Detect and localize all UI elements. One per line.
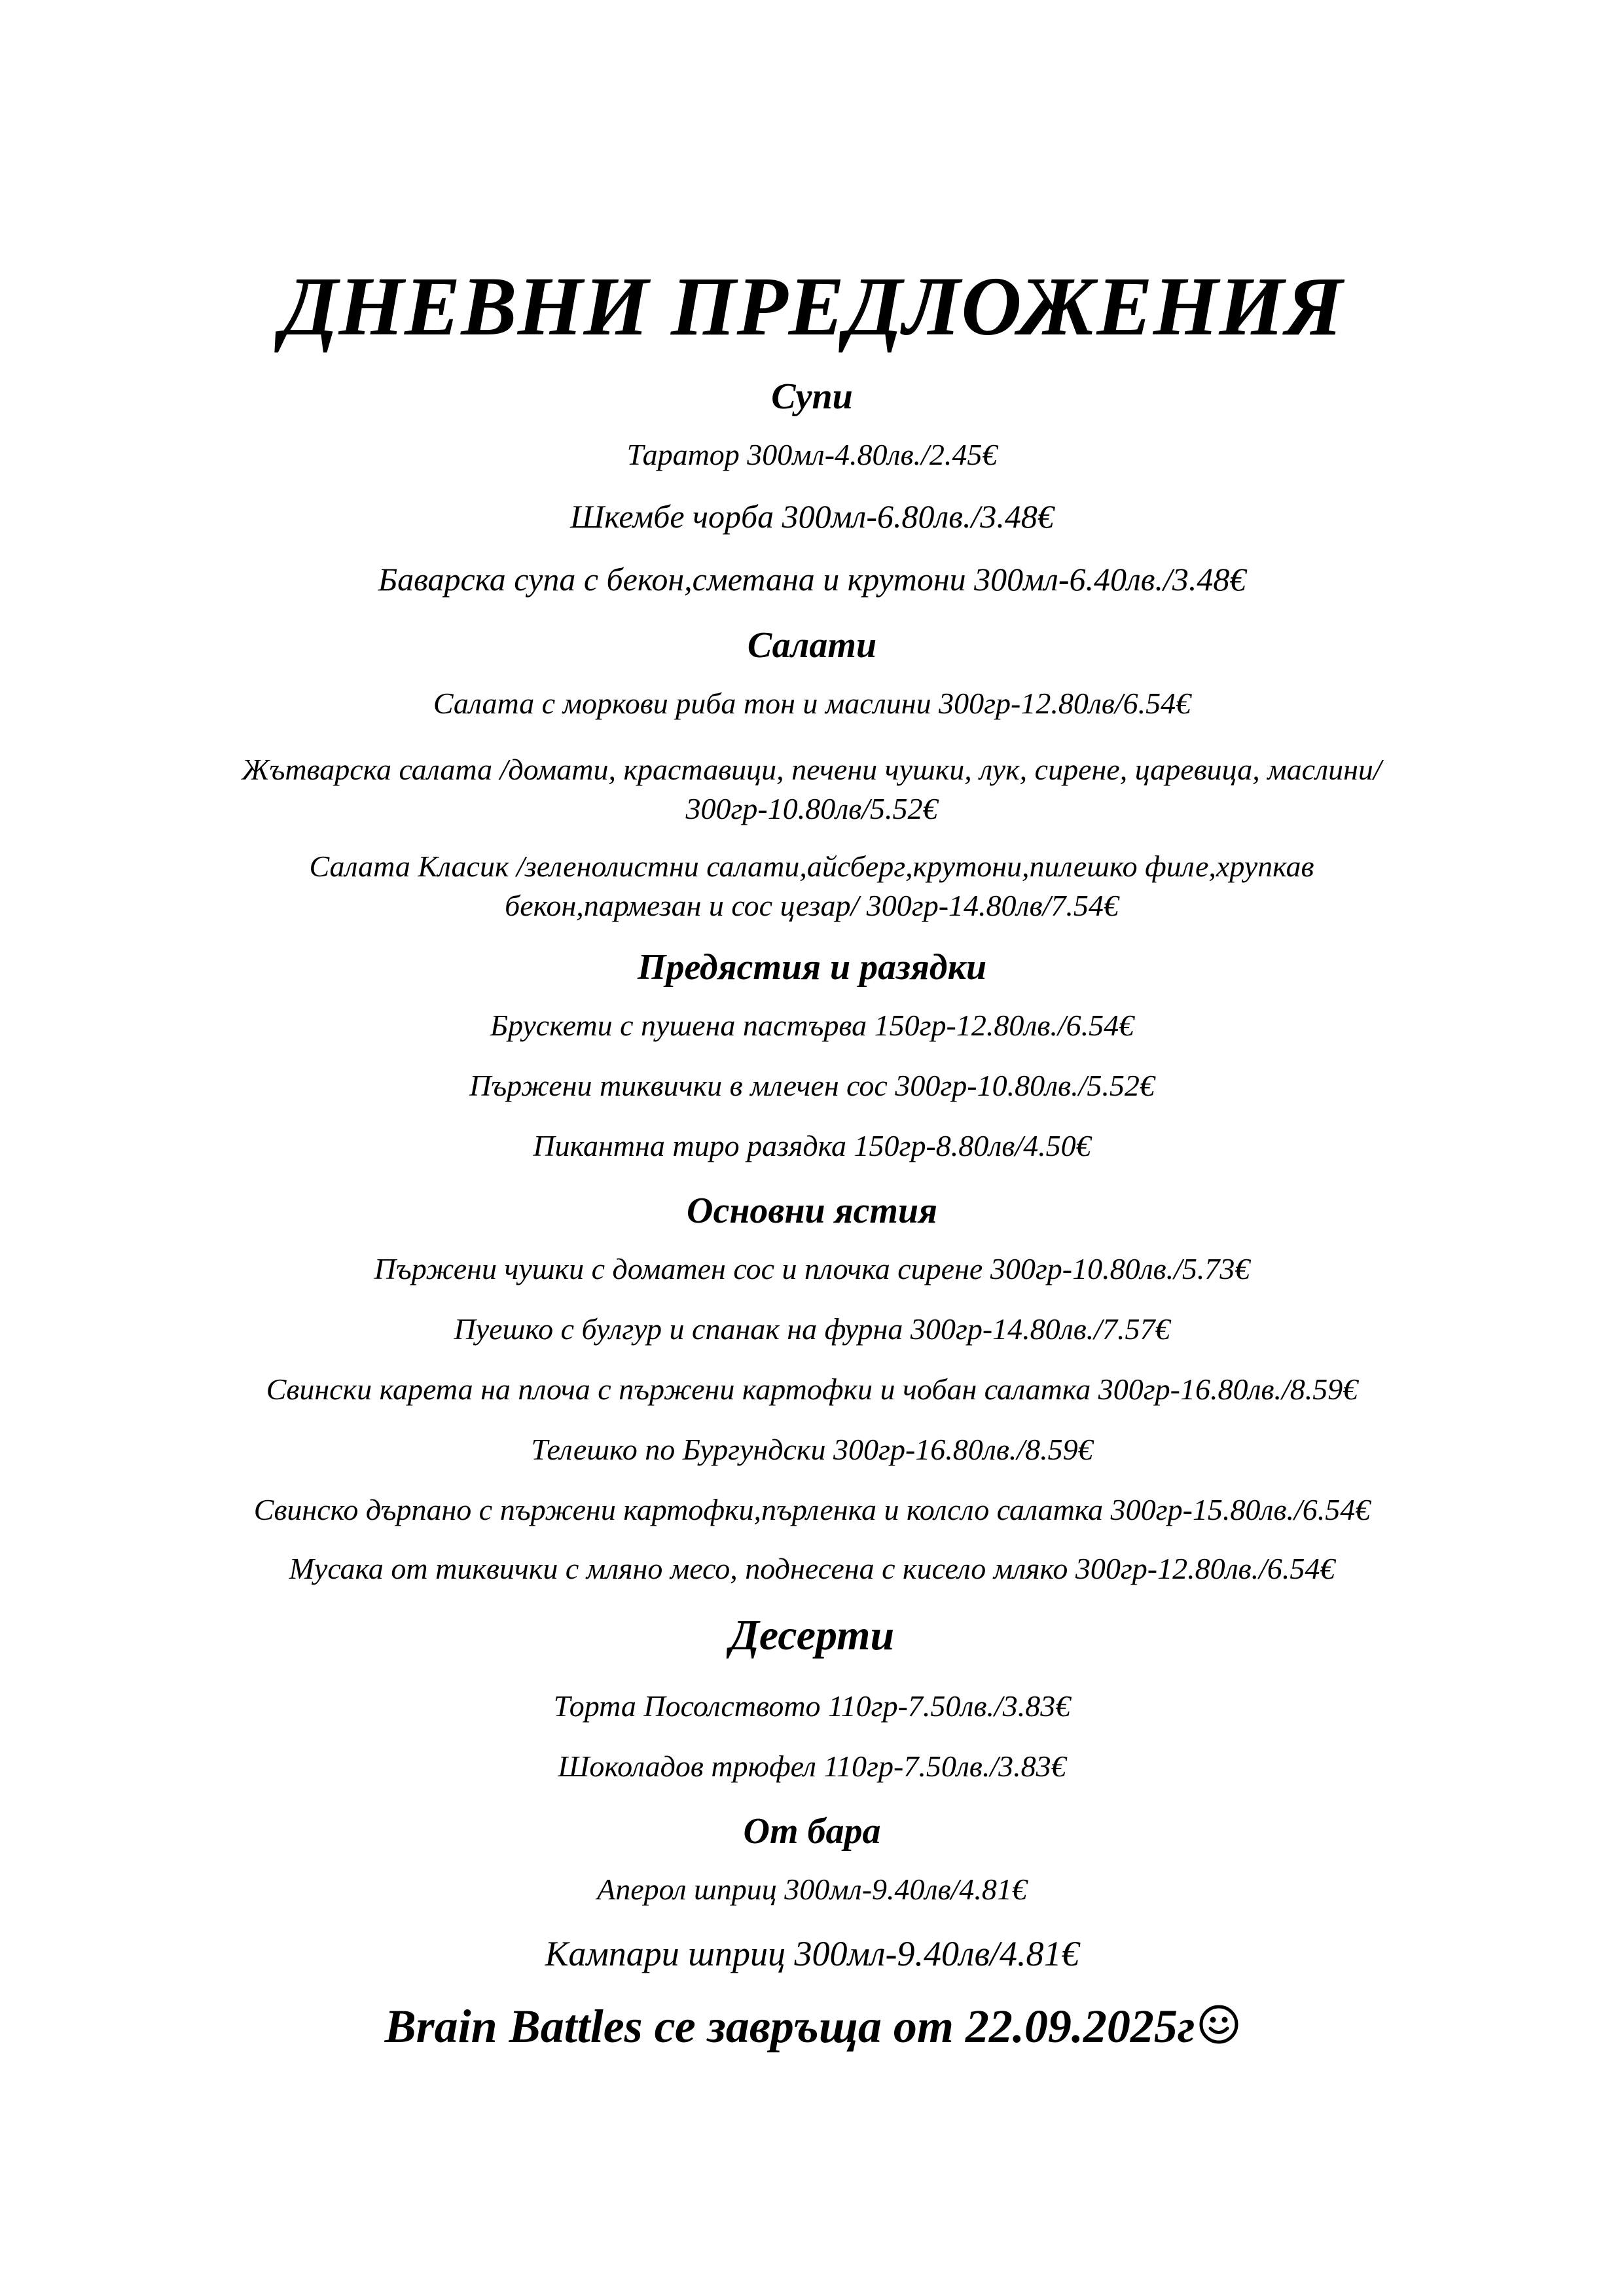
menu-item: Свинско дърпано с пържени картофки,пърленка и колсло салатка 300гр-15.80лв./6.54€ [253,1493,1371,1526]
menu-item: Салата Класик /зеленолистни салати,айсберг,крутони,пилешко филе,хрупкав бекон,пармезан и сос цезар/ 300гр-14.80лв/7.54€ [309,850,1314,922]
menu-item: Брускети с пушена пастърва 150гр-12.80лв./6.54€ [490,1009,1134,1042]
menu-item: Таратор 300мл-4.80лв./2.45€ [626,438,998,471]
menu-item: Шоколадов трюфел 110гр-7.50лв./3.83€ [558,1749,1066,1783]
section-heading-soups: Супи [771,376,853,417]
section-heading-desserts: Десерти [729,1611,895,1659]
menu-item: Салата с моркови риба тон и маслини 300гр-12.80лв/6.54€ [433,687,1191,720]
menu-item: Мусака от тиквички с мляно месо, поднесена с кисело мляко 300гр-12.80лв./6.54€ [289,1552,1335,1585]
menu-item: Шкембе чорба 300мл-6.80лв./3.48€ [570,498,1054,535]
section-heading-appetizers: Предястия и разядки [637,947,987,988]
menu-item: Жътварска салата /домати, краставици, печени чушки, лук, сирене, царевица, маслини/ 300гр-10.80лв/5.52€ [242,753,1382,825]
section-heading-main-dishes: Основни ястия [687,1191,937,1231]
menu-item: Свински карета на плоча с пържени картофки и чобан салатка 300гр-16.80лв./8.59€ [266,1372,1358,1406]
section-heading-bar: От бара [743,1811,881,1852]
section-heading-salads: Салати [747,625,877,666]
announcement [0,2000,1624,2053]
menu-item: Аперол шприц 300мл-9.40лв/4.81€ [597,1873,1027,1906]
smiley-face-icon [1199,2004,1239,2045]
menu-item: Телешко по Бургундски 300гр-16.80лв./8.59€ [531,1433,1093,1466]
menu-item: Баварска супа с бекон,сметана и крутони 300мл-6.40лв./3.48€ [378,561,1246,598]
menu-item: Торта Посолството 110гр-7.50лв./3.83€ [553,1689,1071,1723]
menu-item: Пържени чушки с доматен сос и плочка сирене 300гр-10.80лв./5.73€ [374,1252,1250,1285]
menu-item: Кампари шприц 300мл-9.40лв/4.81€ [545,1934,1079,1973]
menu-item: Пържени тиквички в млечен сос 300гр-10.80лв./5.52€ [469,1069,1155,1102]
menu-item: Пуешко с булгур и спанак на фурна 300гр-14.80лв./7.57€ [454,1312,1170,1346]
announcement-text: Brain Battles се завръща от 22.09.2025г [384,2000,1195,2053]
menu-item: Пикантна тиро разядка 150гр-8.80лв/4.50€ [533,1129,1091,1162]
page-title: ДНЕВНИ ПРЕДЛОЖЕНИЯ [281,260,1343,353]
